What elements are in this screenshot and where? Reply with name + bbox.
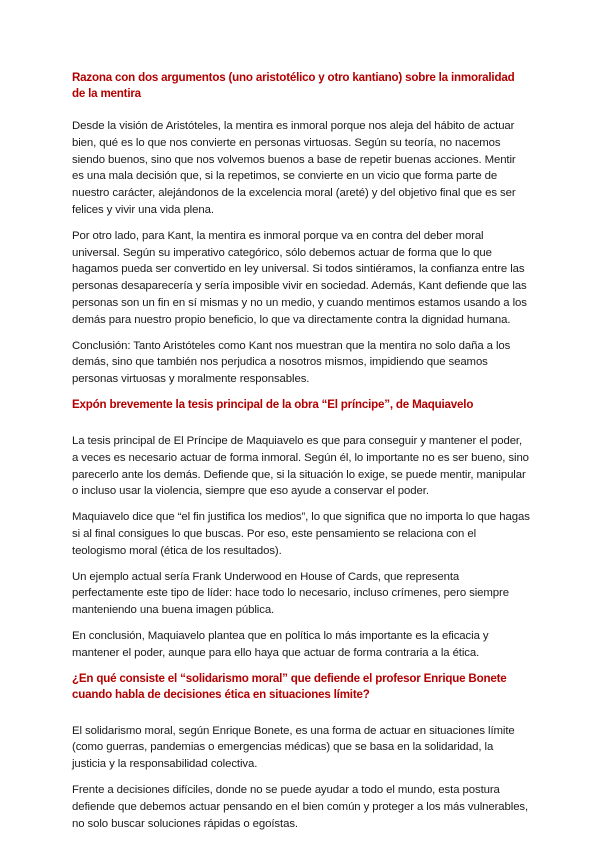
section-heading: Expón brevemente la tesis principal de la obra “El príncipe”, de Maquiavelo bbox=[72, 397, 474, 411]
paragraph: La tesis principal de El Príncipe de Maquiavelo es que para conseguir y mantener el poder, a veces es necesario actuar de forma inmoral. Según él, lo importante no es ser bueno, sino parecerlo ante los demás. Defiende que, si la situación lo exige, se puede mentir, manipular o incluso usar la violencia, siempre que eso ayude a conservar el poder. bbox=[72, 434, 529, 498]
paragraph: Frente a decisiones difíciles, donde no se puede ayudar a todo el mundo, esta postura defiende que debemos actuar pensando en el bien común y proteger a los más vulnerables, no solo buscar soluciones rápidas o egoístas. bbox=[72, 783, 529, 830]
paragraph: Maquiavelo dice que “el fin justifica los medios”, lo que significa que no importa lo que hagas si al final consigues lo que buscas. Por eso, este pensamiento se relaciona con el teologismo moral (ética de los resultados). bbox=[72, 511, 530, 557]
paragraph: Desde la visión de Aristóteles, la mentira es inmoral porque nos aleja del hábito de actuar bien, qué es lo que nos convierte en personas virtuosas. Según su teoría, no nacemos siendo buenos, sino que nos volvemos buenos a base de repetir buenas acciones. Mentir es una mala decisión que, si la repetimos, se convierte en un vicio que forma parte de nuestro carácter, alejándonos de la excelencia moral (areté) y del objetivo final que es ser felices y vivir una vida plena. bbox=[72, 120, 516, 216]
section-heading: Razona con dos argumentos (uno aristotélico y otro kantiano) sobre la inmoralidad de la mentira bbox=[72, 71, 515, 100]
paragraph: Por otro lado, para Kant, la mentira es inmoral porque va en contra del deber moral universal. Según su imperativo categórico, sólo debemos actuar de forma que lo que hagamos pueda ser convertido en ley universal. Si todos sintiéramos, la confianza entre las personas desaparecería y sería imposible vivir en sociedad. Además, Kant defiende que las personas son un fin en sí mismas y no un medio, y cuando mentimos estamos usando a los demás para nuestro propio beneficio, lo que va directamente contra la dignidad humana. bbox=[72, 229, 527, 326]
section-heading: ¿En qué consiste el “solidarismo moral” que defiende el profesor Enrique Bonete cuando habla de decisiones ética en situaciones límite? bbox=[72, 671, 507, 701]
paragraph: En conclusión, Maquiavelo plantea que en política lo más importante es la eficacia y mantener el poder, aunque para ello haya que actuar de forma contraria a la ética. bbox=[72, 629, 489, 659]
paragraph: El solidarismo moral, según Enrique Bonete, es una forma de actuar en situaciones límite (como guerras, pandemias o emergencias médicas) que se basa en la solidaridad, la justicia y la responsabilidad colectiva. bbox=[72, 724, 515, 771]
paragraph: Conclusión: Tanto Aristóteles como Kant nos muestran que la mentira no solo daña a los demás, sino que también nos perjudica a nosotros mismos, impidiendo que seamos personas virtuosas y moralmente responsables. bbox=[72, 339, 511, 386]
paragraph: Un ejemplo actual sería Frank Underwood en House of Cards, que representa perfectamente este tipo de líder: hace todo lo necesario, incluso crímenes, pero siempre manteniendo una buena imagen pública. bbox=[72, 570, 509, 617]
